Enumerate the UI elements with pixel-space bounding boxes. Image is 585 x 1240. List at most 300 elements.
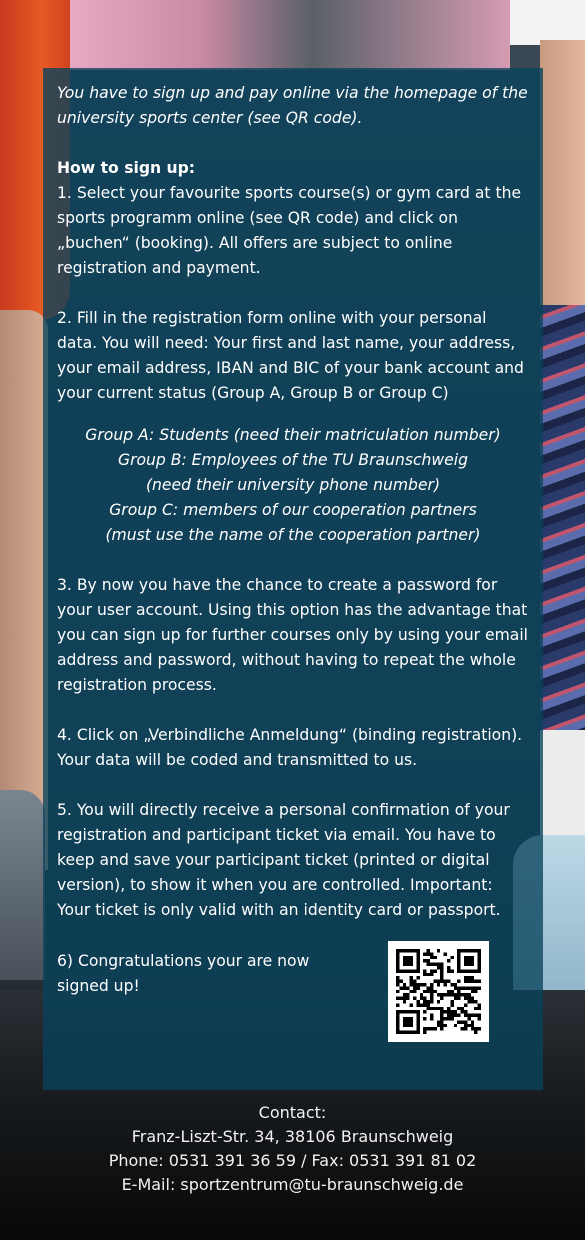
qr-module — [423, 983, 426, 986]
qr-module — [478, 980, 481, 983]
qr-module — [396, 952, 399, 955]
qr-module — [416, 1031, 419, 1034]
qr-module — [464, 993, 467, 996]
qr-module — [478, 966, 481, 969]
qr-module — [450, 1010, 453, 1013]
qr-module — [410, 990, 413, 993]
qr-module — [433, 963, 436, 966]
qr-module — [437, 1024, 440, 1027]
qr-module — [464, 980, 467, 983]
qr-module — [437, 983, 440, 986]
qr-module — [454, 986, 457, 989]
qr-module — [467, 997, 470, 1000]
qr-module — [447, 990, 450, 993]
qr-module — [478, 986, 481, 989]
qr-module — [399, 969, 402, 972]
qr-module — [461, 986, 464, 989]
qr-module — [444, 952, 447, 955]
background-left-leg — [0, 310, 48, 870]
qr-module — [406, 1024, 409, 1027]
spacer — [57, 548, 529, 573]
qr-module — [423, 1027, 426, 1030]
step-3: 3. By now you have the chance to create a password for your user account. Using this option has the advantage that you can sign up for further courses only by using your email address and password, without having to repeat the whole registration process. — [57, 576, 528, 694]
qr-module — [430, 1000, 433, 1003]
qr-module — [464, 1014, 467, 1017]
qr-module — [406, 959, 409, 962]
qr-module — [416, 1010, 419, 1013]
qr-module — [450, 1014, 453, 1017]
qr-module — [416, 1014, 419, 1017]
qr-module — [406, 997, 409, 1000]
qr-module — [467, 1024, 470, 1027]
qr-module — [423, 959, 426, 962]
qr-module — [474, 1000, 477, 1003]
qr-module — [430, 963, 433, 966]
qr-module — [413, 980, 416, 983]
qr-module — [413, 969, 416, 972]
step-4: 4. Click on „Verbindliche Anmeldung“ (binding registration). Your data will be coded and transmitted to us. — [57, 726, 523, 769]
qr-module — [467, 976, 470, 979]
qr-module — [406, 993, 409, 996]
qr-module — [474, 969, 477, 972]
qr-module — [403, 956, 406, 959]
qr-module — [410, 1003, 413, 1006]
qr-module — [403, 1017, 406, 1020]
qr-module — [464, 959, 467, 962]
qr-module — [457, 980, 460, 983]
qr-module — [457, 997, 460, 1000]
qr-module — [427, 949, 430, 952]
qr-module — [471, 956, 474, 959]
qr-module — [396, 1003, 399, 1006]
qr-module — [427, 1027, 430, 1030]
qr-module — [413, 990, 416, 993]
qr-module — [478, 949, 481, 952]
qr-module — [464, 986, 467, 989]
qr-module — [399, 986, 402, 989]
qr-module — [423, 973, 426, 976]
qr-module — [437, 1007, 440, 1010]
qr-module — [420, 1003, 423, 1006]
qr-module — [399, 980, 402, 983]
info-panel — [43, 68, 543, 1090]
qr-module — [457, 959, 460, 962]
qr-module — [433, 969, 436, 972]
qr-module — [444, 1024, 447, 1027]
qr-module — [430, 969, 433, 972]
background-right-arm — [540, 40, 585, 310]
qr-module — [406, 1031, 409, 1034]
qr-module — [433, 956, 436, 959]
qr-module — [399, 1010, 402, 1013]
qr-module — [450, 1000, 453, 1003]
qr-module — [410, 1024, 413, 1027]
qr-module — [454, 983, 457, 986]
qr-module — [437, 963, 440, 966]
qr-module — [396, 1010, 399, 1013]
qr-module — [447, 969, 450, 972]
qr-code-icon — [396, 949, 481, 1034]
background-left-shoe — [0, 790, 45, 980]
qr-module — [406, 956, 409, 959]
qr-module — [471, 959, 474, 962]
qr-module — [440, 1010, 443, 1013]
qr-module — [396, 1024, 399, 1027]
qr-module — [478, 1014, 481, 1017]
qr-module — [406, 963, 409, 966]
qr-module — [433, 980, 436, 983]
qr-module — [410, 959, 413, 962]
qr-module — [416, 963, 419, 966]
how-to-heading: How to sign up: — [57, 159, 196, 177]
qr-module — [437, 1000, 440, 1003]
qr-module — [467, 1017, 470, 1020]
group-c: Group C: members of our cooperation partners — [109, 501, 477, 519]
qr-module — [410, 1017, 413, 1020]
qr-module — [396, 983, 399, 986]
qr-module — [464, 969, 467, 972]
qr-module — [471, 980, 474, 983]
background-leggings — [540, 305, 585, 735]
qr-module — [471, 963, 474, 966]
qr-module — [444, 980, 447, 983]
qr-module — [410, 969, 413, 972]
qr-module — [454, 1014, 457, 1017]
qr-module — [461, 1020, 464, 1023]
qr-module — [444, 1017, 447, 1020]
spacer — [57, 698, 529, 723]
qr-module — [396, 1020, 399, 1023]
qr-module — [467, 980, 470, 983]
qr-module — [416, 1000, 419, 1003]
qr-module — [433, 1027, 436, 1030]
qr-module — [430, 990, 433, 993]
qr-module — [430, 1014, 433, 1017]
qr-module — [440, 976, 443, 979]
qr-module — [416, 1003, 419, 1006]
qr-module — [416, 952, 419, 955]
qr-module — [454, 997, 457, 1000]
qr-module — [399, 997, 402, 1000]
qr-module — [410, 949, 413, 952]
qr-module — [464, 1003, 467, 1006]
background-white-shirt — [510, 0, 585, 45]
qr-module — [474, 1007, 477, 1010]
qr-module — [413, 997, 416, 1000]
qr-module — [457, 1020, 460, 1023]
qr-module — [471, 990, 474, 993]
qr-module — [423, 1017, 426, 1020]
qr-module — [457, 969, 460, 972]
qr-module — [410, 980, 413, 983]
qr-module — [464, 1024, 467, 1027]
qr-module — [433, 990, 436, 993]
qr-module — [413, 983, 416, 986]
qr-module — [461, 949, 464, 952]
qr-module — [403, 1010, 406, 1013]
qr-module — [440, 1027, 443, 1030]
qr-module — [410, 976, 413, 979]
qr-module — [423, 990, 426, 993]
qr-module — [416, 966, 419, 969]
qr-module — [478, 1027, 481, 1030]
qr-module — [427, 986, 430, 989]
qr-module — [403, 983, 406, 986]
qr-module — [447, 966, 450, 969]
qr-module — [440, 1007, 443, 1010]
qr-module — [474, 980, 477, 983]
qr-module — [403, 993, 406, 996]
qr-module — [403, 1031, 406, 1034]
qr-module — [447, 1007, 450, 1010]
qr-module — [467, 963, 470, 966]
qr-module — [403, 997, 406, 1000]
qr-module — [410, 956, 413, 959]
qr-module — [471, 1014, 474, 1017]
qr-module — [410, 1020, 413, 1023]
qr-module — [427, 973, 430, 976]
qr-module — [447, 1014, 450, 1017]
qr-module — [433, 1007, 436, 1010]
qr-module — [420, 993, 423, 996]
qr-module — [427, 963, 430, 966]
qr-module — [437, 966, 440, 969]
qr-module — [464, 997, 467, 1000]
qr-module — [457, 956, 460, 959]
qr-module — [430, 973, 433, 976]
qr-module — [474, 1031, 477, 1034]
qr-module — [478, 969, 481, 972]
qr-module — [467, 959, 470, 962]
qr-module — [440, 969, 443, 972]
qr-module — [450, 1003, 453, 1006]
qr-module — [461, 1007, 464, 1010]
qr-module — [464, 1010, 467, 1013]
qr-module — [464, 949, 467, 952]
final-row — [57, 949, 529, 999]
qr-module — [420, 997, 423, 1000]
qr-module — [471, 949, 474, 952]
qr-module — [406, 1010, 409, 1013]
qr-module — [396, 949, 399, 952]
qr-module — [478, 959, 481, 962]
group-a: Group A: Students (need their matriculation number) — [85, 426, 501, 444]
qr-module — [396, 963, 399, 966]
qr-module — [478, 963, 481, 966]
qr-module — [396, 1014, 399, 1017]
qr-module — [423, 1010, 426, 1013]
qr-module — [403, 1020, 406, 1023]
qr-module — [406, 1017, 409, 1020]
qr-module — [416, 1020, 419, 1023]
qr-module — [440, 1017, 443, 1020]
qr-module — [454, 1010, 457, 1013]
qr-module — [416, 976, 419, 979]
qr-module — [406, 1020, 409, 1023]
qr-module — [403, 959, 406, 962]
qr-module — [467, 1014, 470, 1017]
qr-module — [399, 1031, 402, 1034]
qr-module — [413, 1010, 416, 1013]
qr-module — [447, 1017, 450, 1020]
qr-module — [440, 997, 443, 1000]
qr-module — [450, 956, 453, 959]
qr-module — [471, 1020, 474, 1023]
qr-module — [416, 1024, 419, 1027]
qr-module — [430, 983, 433, 986]
qr-module — [410, 963, 413, 966]
qr-module — [450, 969, 453, 972]
qr-module — [440, 1014, 443, 1017]
qr-module — [467, 986, 470, 989]
step-1: 1. Select your favourite sports course(s) or gym card at the sports programm online (see QR code) and click on „buchen“ (booking). All offers are subject to online registration and payment. — [57, 184, 522, 277]
qr-module — [396, 980, 399, 983]
qr-module — [427, 959, 430, 962]
qr-module — [403, 1024, 406, 1027]
qr-module — [450, 1017, 453, 1020]
qr-module — [454, 993, 457, 996]
qr-module — [461, 993, 464, 996]
qr-module — [437, 980, 440, 983]
qr-module — [467, 969, 470, 972]
qr-module — [454, 1024, 457, 1027]
qr-module — [464, 1027, 467, 1030]
qr-module — [416, 1017, 419, 1020]
qr-module — [416, 969, 419, 972]
qr-module — [403, 949, 406, 952]
qr-module — [437, 1020, 440, 1023]
qr-module — [440, 963, 443, 966]
qr-module — [447, 1010, 450, 1013]
background-shirt — [70, 0, 510, 70]
qr-module — [396, 969, 399, 972]
qr-module — [423, 969, 426, 972]
qr-module — [450, 990, 453, 993]
qr-module — [444, 1010, 447, 1013]
qr-module — [457, 952, 460, 955]
qr-module — [430, 986, 433, 989]
qr-module — [450, 993, 453, 996]
qr-module — [403, 1000, 406, 1003]
spacer — [57, 281, 529, 306]
qr-module — [440, 980, 443, 983]
qr-module — [467, 949, 470, 952]
qr-module — [423, 1000, 426, 1003]
qr-module — [457, 966, 460, 969]
qr-module — [467, 993, 470, 996]
group-b: Group B: Employees of the TU Braunschweig — [117, 451, 468, 469]
intro-text: You have to sign up and pay online via the homepage of the university sports center (see QR code). — [57, 84, 528, 127]
qr-module — [430, 1027, 433, 1030]
qr-module — [427, 1000, 430, 1003]
contact-block — [0, 1101, 585, 1197]
qr-module — [416, 1027, 419, 1030]
qr-module — [478, 952, 481, 955]
qr-module — [471, 1000, 474, 1003]
qr-module — [410, 1010, 413, 1013]
qr-module — [430, 1017, 433, 1020]
qr-module — [423, 1031, 426, 1034]
qr-module — [430, 956, 433, 959]
qr-module — [478, 956, 481, 959]
qr-module — [464, 956, 467, 959]
qr-module — [457, 1014, 460, 1017]
qr-module — [423, 997, 426, 1000]
qr-module — [464, 1020, 467, 1023]
qr-module — [427, 1007, 430, 1010]
qr-module — [457, 949, 460, 952]
qr-module — [464, 963, 467, 966]
qr-module — [430, 952, 433, 955]
qr-module — [416, 986, 419, 989]
step-5: 5. You will directly receive a personal confirmation of your registration and participant ticket via email. You have to keep and save your participant ticket (printed or digital version), to show it when you are controlled. Important: Your ticket is only valid with an identity card or passport. — [57, 801, 510, 919]
qr-module — [478, 1007, 481, 1010]
qr-module — [416, 949, 419, 952]
qr-module — [467, 956, 470, 959]
qr-module — [403, 963, 406, 966]
contact-address: Franz-Liszt-Str. 34, 38106 Braunschweig — [131, 1127, 454, 1146]
qr-module — [461, 1027, 464, 1030]
qr-module — [471, 976, 474, 979]
qr-module — [413, 949, 416, 952]
qr-module — [457, 1007, 460, 1010]
qr-module — [447, 980, 450, 983]
qr-module — [423, 1003, 426, 1006]
qr-module — [440, 1020, 443, 1023]
qr-module — [440, 966, 443, 969]
qr-module — [416, 956, 419, 959]
step-6: 6) Congratulations your are now signed up! — [57, 952, 310, 995]
qr-module — [413, 986, 416, 989]
qr-module — [396, 990, 399, 993]
group-c-note: (must use the name of the cooperation partner) — [105, 526, 481, 544]
qr-module — [457, 990, 460, 993]
qr-module — [413, 1031, 416, 1034]
qr-module — [406, 949, 409, 952]
spacer — [57, 131, 529, 156]
group-list — [57, 423, 529, 548]
qr-module — [396, 1027, 399, 1030]
qr-module — [430, 1007, 433, 1010]
qr-module — [474, 1014, 477, 1017]
qr-module — [461, 969, 464, 972]
qr-module — [474, 949, 477, 952]
spacer — [57, 773, 529, 798]
qr-module — [406, 986, 409, 989]
qr-module — [410, 983, 413, 986]
qr-module — [396, 959, 399, 962]
qr-module — [427, 990, 430, 993]
qr-module — [457, 993, 460, 996]
qr-module — [471, 986, 474, 989]
qr-module — [478, 1003, 481, 1006]
qr-module — [403, 986, 406, 989]
qr-module — [396, 1017, 399, 1020]
qr-module — [457, 986, 460, 989]
contact-email[interactable]: E-Mail: sportzentrum@tu-braunschweig.de — [121, 1175, 464, 1194]
qr-module — [416, 983, 419, 986]
qr-module — [474, 990, 477, 993]
background-sock — [540, 730, 585, 840]
qr-module — [440, 1024, 443, 1027]
qr-module — [471, 969, 474, 972]
qr-module — [396, 966, 399, 969]
contact-label: Contact: — [258, 1103, 327, 1122]
qr-module — [461, 1010, 464, 1013]
qr-code[interactable] — [388, 941, 489, 1042]
group-b-note: (need their university phone number) — [145, 476, 441, 494]
qr-module — [423, 952, 426, 955]
